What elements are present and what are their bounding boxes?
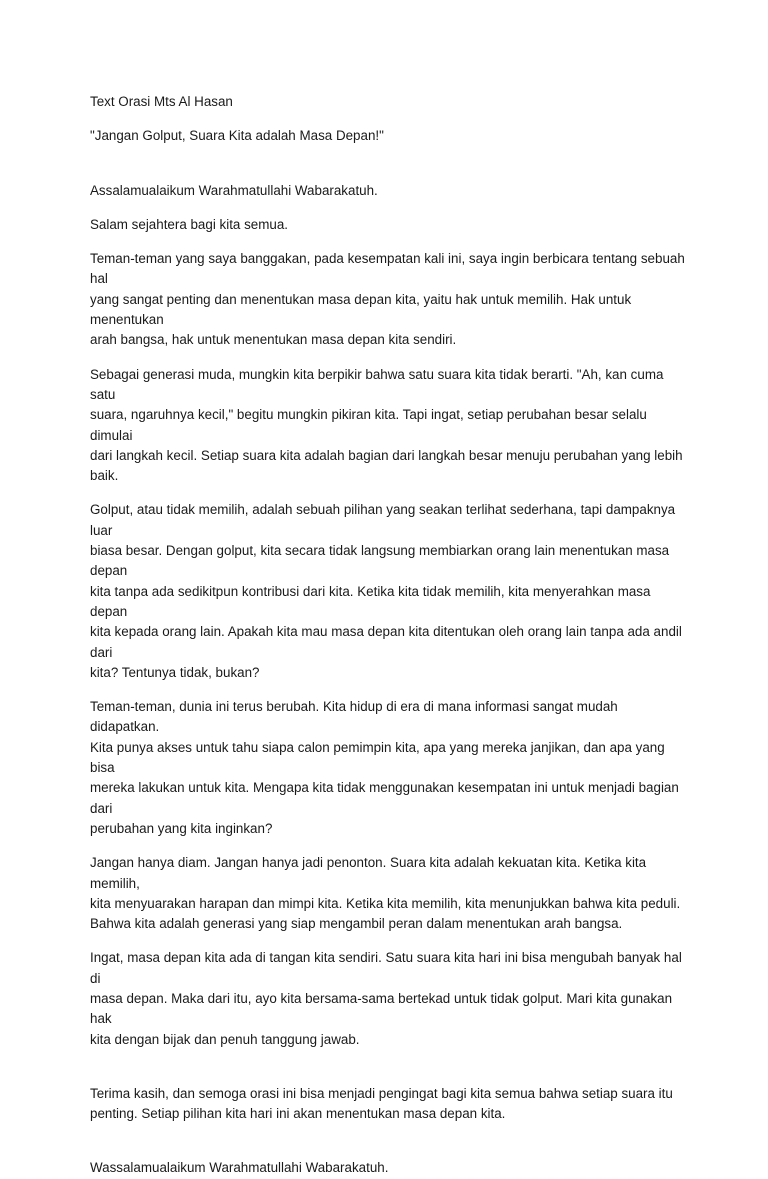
paragraph: Teman-teman yang saya banggakan, pada kesempatan kali ini, saya ingin berbicara tentang sebuah hal yang sangat penting dan menentukan masa depan kita, yaitu hak untuk memilih. Hak untuk menentukan arah bangsa, hak untuk menentukan masa depan kita sendiri. bbox=[90, 251, 685, 348]
document-body bbox=[90, 92, 690, 1179]
paragraph: Golput, atau tidak memilih, adalah sebuah pilihan yang seakan terlihat sederhana, tapi dampaknya luar biasa besar. Dengan golput, kita secara tidak langsung membiarkan orang lain menentukan masa depan kita tanpa ada sedikitpun kontribusi dari kita. Ketika kita tidak memilih, kita menyerahkan masa depan kita kepada orang lain. Apakah kita mau masa depan kita ditentukan oleh orang lain tanpa ada andil dari kita? Tentunya tidak, bukan? bbox=[90, 502, 682, 680]
paragraph: Ingat, masa depan kita ada di tangan kita sendiri. Satu suara kita hari ini bisa mengubah banyak hal di masa depan. Maka dari itu, ayo kita bersama-sama bertekad untuk tidak golput. Mari kita gunakan hak kita dengan bijak dan penuh tanggung jawab. bbox=[90, 950, 682, 1047]
salutation-text: Salam sejahtera bagi kita semua. bbox=[90, 216, 288, 232]
paragraph: Sebagai generasi muda, mungkin kita berpikir bahwa satu suara kita tidak berarti. "Ah, kan cuma satu suara, ngaruhnya kecil," begitu mungkin pikiran kita. Tapi ingat, setiap perubahan besar selalu dimulai dari langkah kecil. Setiap suara kita adalah bagian dari langkah besar menuju perubahan yang lebih baik. bbox=[90, 366, 683, 484]
document-title: Text Orasi Mts Al Hasan bbox=[90, 94, 233, 109]
closing-text: Terima kasih, dan semoga orasi ini bisa menjadi pengingat bagi kita semua bahwa setiap suara itu penting. Setiap pilihan kita hari ini akan menentukan masa depan kita. bbox=[90, 1085, 673, 1122]
paragraph: Teman-teman, dunia ini terus berubah. Kita hidup di era di mana informasi sangat mudah didapatkan. Kita punya akses untuk tahu siapa calon pemimpin kita, apa yang mereka janjikan, dan apa yang bisa mereka lakukan untuk kita. Mengapa kita tidak menggunakan kesempatan ini untuk menjadi bagian dari perubahan yang kita inginkan? bbox=[90, 699, 679, 836]
paragraph: Jangan hanya diam. Jangan hanya jadi penonton. Suara kita adalah kekuatan kita. Ketika kita memilih, kita menyuarakan harapan dan mimpi kita. Ketika kita memilih, kita menunjukkan bahwa kita peduli. Bahwa kita adalah generasi yang siap mengambil peran dalam menentukan arah bangsa. bbox=[90, 855, 681, 932]
greeting-text: Assalamualaikum Warahmatullahi Wabarakatuh. bbox=[90, 182, 378, 198]
farewell-text: Wassalamualaikum Warahmatullahi Wabarakatuh. bbox=[90, 1160, 389, 1176]
document-subtitle: "Jangan Golput, Suara Kita adalah Masa Depan!" bbox=[90, 128, 384, 144]
